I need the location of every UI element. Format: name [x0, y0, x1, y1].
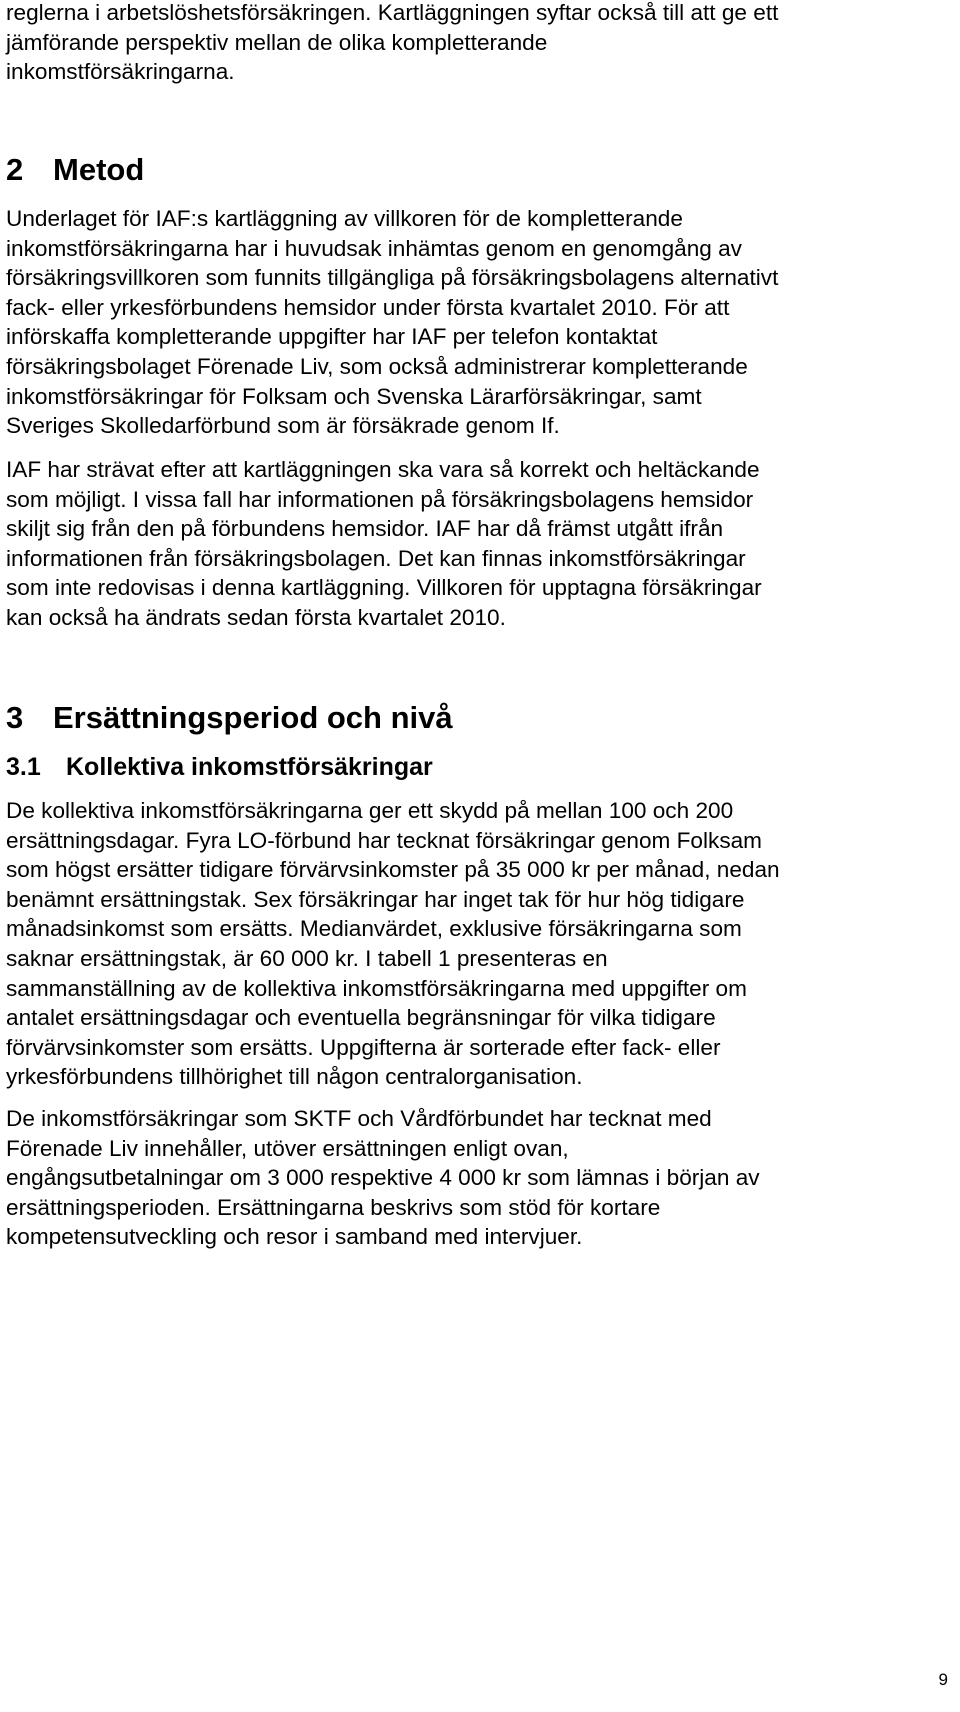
- paragraph-line: förvärvsinkomster som ersätts. Uppgifterna är sorterade efter fack- eller: [6, 1034, 721, 1060]
- intro-line: jämförande perspektiv mellan de olika kompletterande: [6, 29, 548, 55]
- paragraph-line: benämnt ersättningstak. Sex försäkringar har inget tak för hur hög tidigare: [6, 886, 745, 912]
- paragraph-line: saknar ersättningstak, är 60 000 kr. I tabell 1 presenteras en: [6, 945, 608, 971]
- section-3-heading: [6, 700, 453, 736]
- section-title: Ersättningsperiod och nivå: [53, 700, 453, 735]
- section-2-heading: [6, 152, 144, 188]
- paragraph-line: ersättningsdagar. Fyra LO-förbund har tecknat försäkringar genom Folksam: [6, 827, 762, 853]
- paragraph-line: De inkomstförsäkringar som SKTF och Vårdförbundet har tecknat med: [6, 1106, 712, 1131]
- paragraph-line: kompetensutveckling och resor i samband med intervjuer.: [6, 1224, 583, 1250]
- collective-insurance-paragraph-2: [6, 1104, 760, 1252]
- paragraph-line: försäkringsvillkoren som funnits tillgängliga på försäkringsbolagens alternativt: [6, 265, 779, 291]
- paragraph-line: De kollektiva inkomstförsäkringarna ger ett skydd på mellan 100 och 200: [6, 798, 734, 823]
- paragraph-line: IAF har strävat efter att kartläggningen ska vara så korrekt och heltäckande: [6, 457, 760, 482]
- paragraph-line: som högst ersätter tidigare förvärvsinkomster på 35 000 kr per månad, nedan: [6, 857, 780, 883]
- method-paragraph-2: [6, 455, 762, 633]
- subsection-title: Kollektiva inkomstförsäkringar: [66, 753, 433, 781]
- intro-line: reglerna i arbetslöshetsförsäkringen. Kartläggningen syftar också till att ge ett: [6, 0, 779, 25]
- paragraph-line: Förenade Liv innehåller, utöver ersättningen enligt ovan,: [6, 1135, 569, 1161]
- section-number: 2: [6, 152, 24, 187]
- paragraph-line: sammanställning av de kollektiva inkomstförsäkringarna med uppgifter om: [6, 975, 747, 1001]
- page-number: 9: [938, 1670, 948, 1689]
- paragraph-line: försäkringsbolaget Förenade Liv, som också administrerar kompletterande: [6, 353, 748, 379]
- paragraph-line: som möjligt. I vissa fall har informationen på försäkringsbolagens hemsidor: [6, 486, 754, 512]
- paragraph-line: skiljt sig från den på förbundens hemsidor. IAF har då främst utgått ifrån: [6, 516, 724, 542]
- paragraph-line: kan också ha ändrats sedan första kvartalet 2010.: [6, 604, 506, 630]
- paragraph-line: fack- eller yrkesförbundens hemsidor under första kvartalet 2010. För att: [6, 294, 730, 320]
- paragraph-line: Sveriges Skolledarförbund som är försäkrade genom If.: [6, 413, 560, 439]
- paragraph-line: engångsutbetalningar om 3 000 respektive 4 000 kr som lämnas i början av: [6, 1165, 760, 1191]
- paragraph-line: informationen från försäkringsbolagen. Det kan finnas inkomstförsäkringar: [6, 545, 746, 571]
- paragraph-line: införskaffa kompletterande uppgifter har IAF per telefon kontaktat: [6, 324, 658, 350]
- paragraph-line: inkomstförsäkringar för Folksam och Svenska Lärarförsäkringar, samt: [6, 383, 702, 409]
- paragraph-line: inkomstförsäkringarna har i huvudsak inhämtas genom en genomgång av: [6, 235, 742, 261]
- paragraph-line: antalet ersättningsdagar och eventuella begränsningar för vilka tidigare: [6, 1005, 716, 1031]
- intro-paragraph: [6, 0, 778, 87]
- intro-line: inkomstförsäkringarna.: [6, 59, 235, 85]
- method-paragraph-1: [6, 204, 778, 441]
- paragraph-line: yrkesförbundens tillhörighet till någon centralorganisation.: [6, 1064, 583, 1090]
- paragraph-line: månadsinkomst som ersätts. Medianvärdet, exklusive försäkringarna som: [6, 916, 742, 942]
- paragraph-line: ersättningsperioden. Ersättningarna beskrivs som stöd för kortare: [6, 1194, 661, 1220]
- paragraph-line: som inte redovisas i denna kartläggning. Villkoren för upptagna försäkringar: [6, 575, 762, 601]
- section-title: Metod: [53, 152, 145, 187]
- subsection-number: 3.1: [6, 753, 41, 781]
- section-3-1-heading: [6, 752, 433, 782]
- paragraph-line: Underlaget för IAF:s kartläggning av villkoren för de kompletterande: [6, 206, 683, 231]
- section-number: 3: [6, 700, 24, 735]
- collective-insurance-paragraph-1: [6, 796, 780, 1092]
